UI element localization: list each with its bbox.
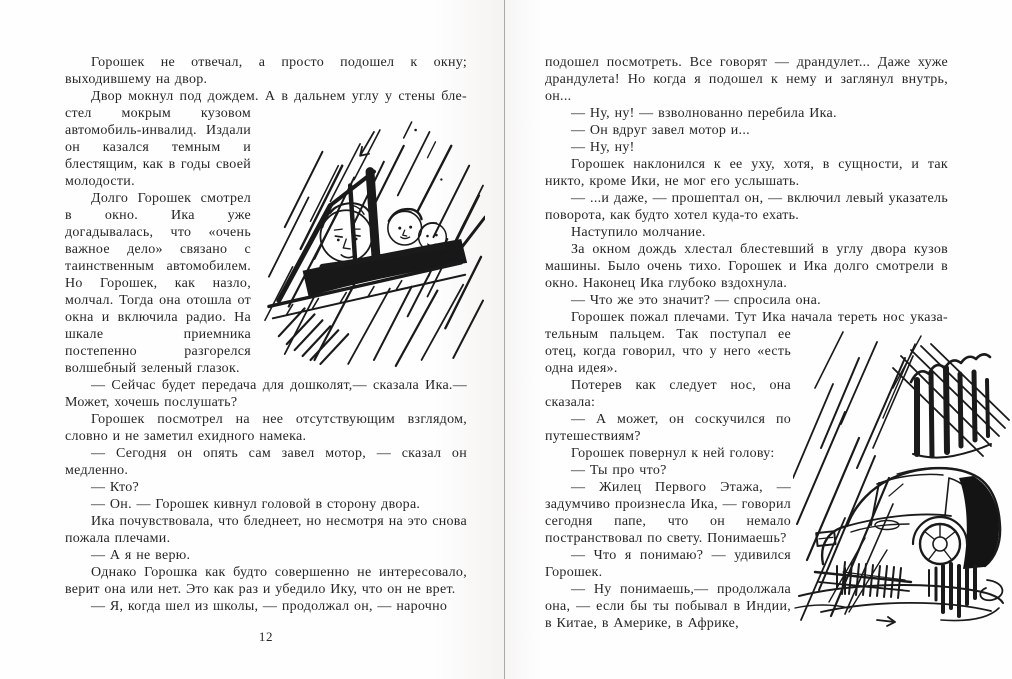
paragraph: — Кто? — [91, 480, 139, 495]
paragraph: Горошек повернул к ней голову: — [571, 446, 775, 461]
paragraph: Потерев как следует нос, она сказала: — [545, 378, 791, 410]
paragraph: — Ну, ну! — [571, 140, 635, 155]
text-and-illustration-row — [545, 326, 948, 632]
right-page — [505, 0, 1012, 679]
paragraph: — А я не верю. — [91, 548, 191, 563]
paragraph: — Я, когда шел из школы, — продолжал он, — нарочно — [91, 599, 448, 614]
paragraph: — Ты про что? — [571, 463, 667, 478]
paragraph: подошел посмотреть. Все говорят — драндулет... Даже хуже драндулета! Но когда я подошел к нему и заглянул внутрь, он... — [545, 55, 948, 104]
paragraph: — Ну понимаешь,— продолжала она, — если бы ты побывал в Индии, в Китае, в Америке, в Африке, — [545, 582, 791, 631]
car-rain-sketch — [793, 328, 1012, 628]
paragraph: За окном дождь хлестал блестевший в углу двора кузов машины. Было очень тихо. Горошек и Ика долго смотрели в окно. Наконец Ика глубоко вздохнула. — [545, 242, 948, 291]
paragraph-lead-line: Двор мокнул под дождем. А в дальнем углу у стены бле- — [91, 89, 467, 104]
paragraph: Однако Горошка как будто совершенно не интересовало, верит она или нет. Это как раз и убедило Ику, что он не врет. — [65, 565, 467, 597]
paragraph: Горошек наклонился к ее уху, хотя, в сущности, и так никто, кроме Ики, не мог его услышать. — [545, 157, 948, 189]
paragraph: — Что я понимаю? — удивился Горошек. — [545, 548, 791, 580]
paragraph: — А может, он соскучился по путешествиям? — [545, 412, 791, 444]
paragraph-bridge-line: Горошек пожал плечами. Тут Ика начала тереть нос указа- — [571, 310, 948, 325]
paragraph: стел мокрым кузовом автомобиль-инвалид. Издали он казался темным и блестящим, как в годы своей молодости. — [65, 106, 251, 189]
narrow-text-column — [65, 105, 251, 377]
text-and-illustration-row — [65, 105, 467, 377]
left-page — [0, 0, 504, 679]
narrow-text-column — [545, 326, 791, 632]
paragraph: Горошек посмотрел на нее отсутствующим взглядом, словно и не заметил ехидного намека. — [65, 412, 467, 444]
paragraph: — ...и даже, — прошептал он, — включил левый указатель поворота, как будто хотел куда-то ехать. — [545, 191, 948, 223]
paragraph: — Что же это значит? — спросила она. — [571, 293, 821, 308]
paragraph: — Жилец Первого Этажа, — задумчиво произнесла Ика, — говорил сегодня папе, что он немало постранствовал по свету. Понимаешь? — [545, 480, 791, 546]
window-rain-sketch — [257, 109, 485, 377]
paragraph: Долго Горошек смотрел в окно. Ика уже догадывалась, что «очень важное дело» связано с таинственным автомобилем. Но Горошек, как назло, молчал. Тогда она отошла от окна и включила радио. На шкале приемника постепенно разгорелся волшебный зеленый глазок. — [65, 191, 251, 376]
paragraph: Ика почувствовала, что бледнеет, но несмотря на это снова пожала плечами. — [65, 514, 467, 546]
children-at-window-illustration — [251, 105, 469, 377]
paragraph: Наступило молчание. — [571, 225, 706, 240]
paragraph: Горошек не отвечал, а просто подошел к окну; выходившему на двор. — [65, 55, 467, 87]
paragraph: тельным пальцем. Так поступал ее отец, когда говорил, что у него «есть одна идея». — [545, 327, 791, 376]
paragraph: — Он. — Горошек кивнул головой в сторону двора. — [91, 497, 421, 512]
car-in-rain-illustration — [791, 326, 956, 628]
paragraph: — Ну, ну! — взволнованно перебила Ика. — [571, 106, 837, 121]
paragraph: — Сейчас будет передача для дошколят,— сказала Ика.— Может, хочешь послушать? — [65, 378, 467, 410]
paragraph: — Сегодня он опять сам завел мотор, — сказал он медленно. — [65, 446, 467, 478]
paragraph: — Он вдруг завел мотор и... — [571, 123, 750, 138]
page-number: 12 — [258, 629, 274, 644]
